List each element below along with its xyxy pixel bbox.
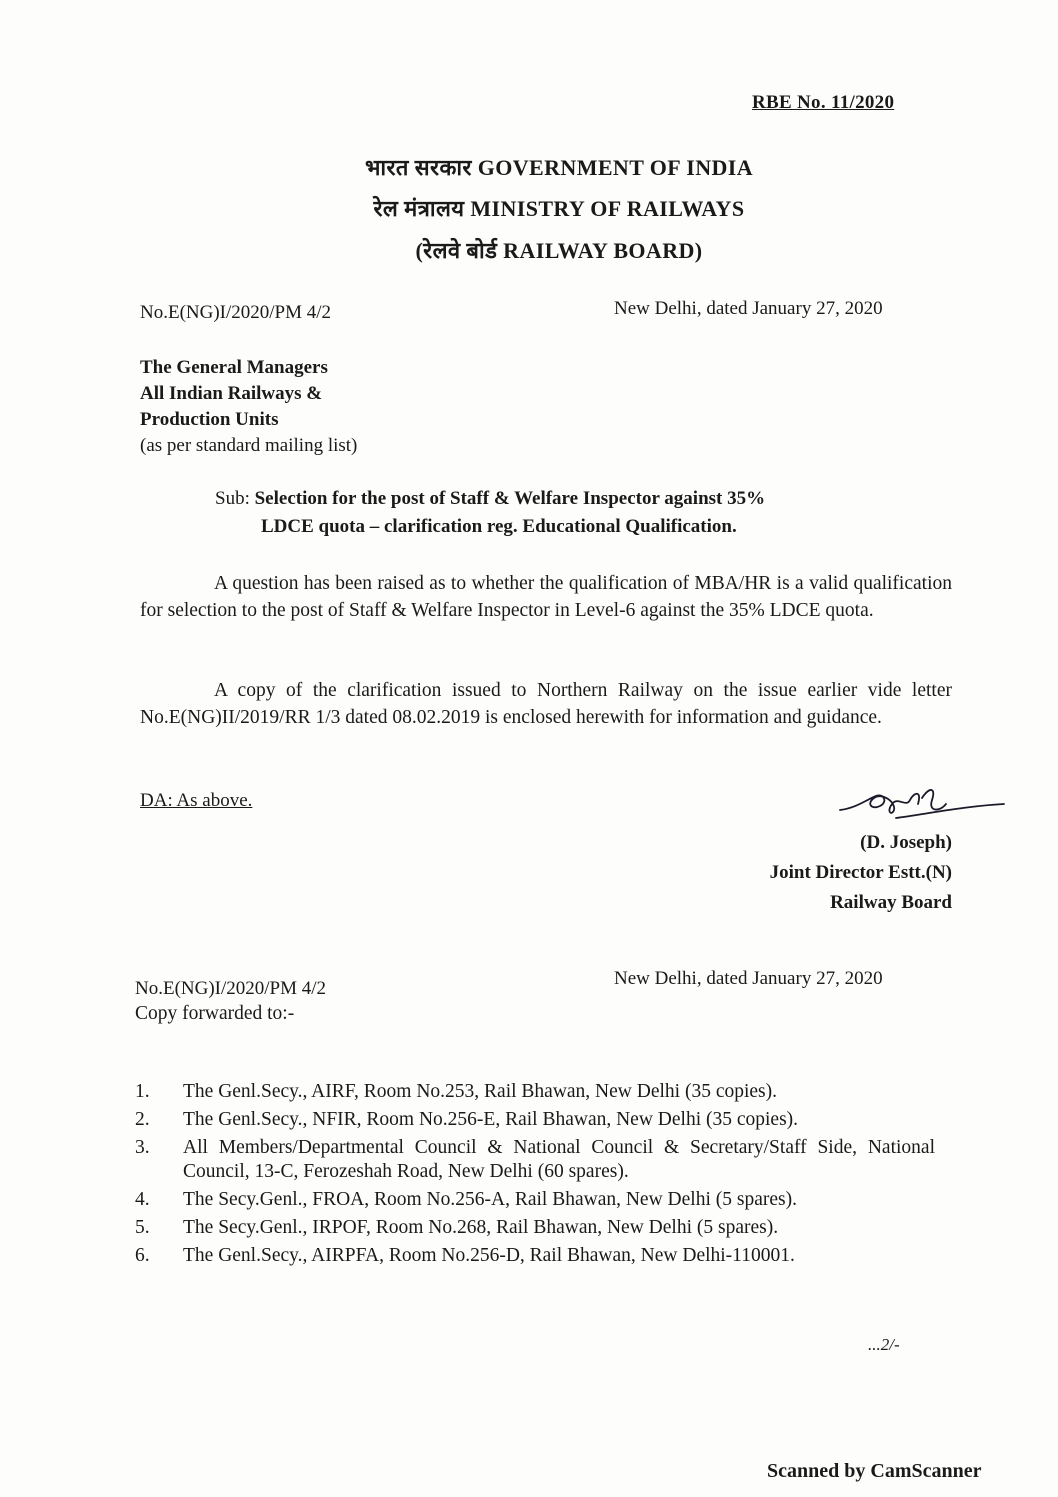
- continued-marker: ...2/-: [868, 1335, 900, 1354]
- addressee-line: (as per standard mailing list): [140, 435, 358, 456]
- signatory-block: [770, 828, 952, 918]
- list-item-text: All Members/Departmental Council & National Council & Secretary/Staff Side, National Council, 13-C, Ferozeshah Road, New Delhi (60 spares).: [183, 1137, 935, 1182]
- list-item-number: 3.: [135, 1137, 150, 1158]
- subject-prefix: Sub:: [215, 488, 250, 509]
- header-ministry: रेल मंत्रालय MINISTRY OF RAILWAYS: [373, 196, 745, 221]
- list-item-text: The Genl.Secy., NFIR, Room No.256-E, Rail Bhawan, New Delhi (35 copies).: [183, 1109, 799, 1130]
- signatory-office: Railway Board: [830, 892, 952, 913]
- list-item: [135, 1136, 935, 1184]
- copy-list: [135, 1080, 935, 1272]
- list-item: [135, 1216, 935, 1240]
- paragraph-1: A question has been raised as to whether the qualification of MBA/HR is a valid qualification for selection to the post of Staff & Welfare Inspector in Level-6 against the 35% LDCE quota.: [140, 573, 952, 621]
- list-item-number: 5.: [135, 1217, 150, 1238]
- scanner-watermark: Scanned by CamScanner: [767, 1460, 982, 1482]
- subject-line: LDCE quota – clarification reg. Educational Qualification.: [261, 516, 737, 537]
- subject-block: [215, 485, 915, 541]
- paragraph-2: A copy of the clarification issued to Northern Railway on the issue earlier vide letter No.E(NG)II/2019/RR 1/3 dated 08.02.2019 is enclosed herewith for information and guidance.: [140, 680, 952, 728]
- addressee-block: [140, 355, 357, 459]
- reference-number: No.E(NG)I/2020/PM 4/2: [140, 302, 332, 323]
- enclosure-note: DA: As above.: [140, 790, 253, 811]
- signature-mark: [836, 778, 1006, 828]
- place-date: New Delhi, dated January 27, 2020: [614, 298, 883, 319]
- addressee-line: Production Units: [140, 409, 279, 430]
- copy-reference-number: No.E(NG)I/2020/PM 4/2: [135, 978, 327, 999]
- signatory-designation: Joint Director Estt.(N): [769, 862, 952, 883]
- header-government: भारत सरकार GOVERNMENT OF INDIA: [364, 155, 754, 180]
- signatory-name: (D. Joseph): [860, 832, 952, 853]
- list-item-number: 6.: [135, 1245, 150, 1266]
- list-item: [135, 1244, 935, 1268]
- list-item-number: 4.: [135, 1189, 150, 1210]
- copy-place-date: New Delhi, dated January 27, 2020: [614, 968, 883, 989]
- list-item: [135, 1108, 935, 1132]
- list-item-text: The Secy.Genl., FROA, Room No.256-A, Rail Bhawan, New Delhi (5 spares).: [183, 1189, 797, 1210]
- list-item-number: 2.: [135, 1109, 150, 1130]
- list-item: [135, 1080, 935, 1104]
- list-item-number: 1.: [135, 1081, 150, 1102]
- addressee-line: All Indian Railways &: [140, 383, 323, 404]
- list-item-text: The Genl.Secy., AIRPFA, Room No.256-D, Rail Bhawan, New Delhi-110001.: [183, 1245, 795, 1266]
- rbe-number: RBE No. 11/2020: [752, 92, 895, 113]
- list-item-text: The Secy.Genl., IRPOF, Room No.268, Rail Bhawan, New Delhi (5 spares).: [183, 1217, 779, 1238]
- subject-line: Selection for the post of Staff & Welfare Inspector against 35%: [254, 488, 766, 509]
- header-board: (रेलवे बोर्ड RAILWAY BOARD): [415, 238, 703, 263]
- list-item: [135, 1188, 935, 1212]
- copy-forwarded-heading: Copy forwarded to:-: [135, 1003, 295, 1024]
- list-item-text: The Genl.Secy., AIRF, Room No.253, Rail Bhawan, New Delhi (35 copies).: [183, 1081, 777, 1102]
- addressee-line: The General Managers: [140, 357, 328, 378]
